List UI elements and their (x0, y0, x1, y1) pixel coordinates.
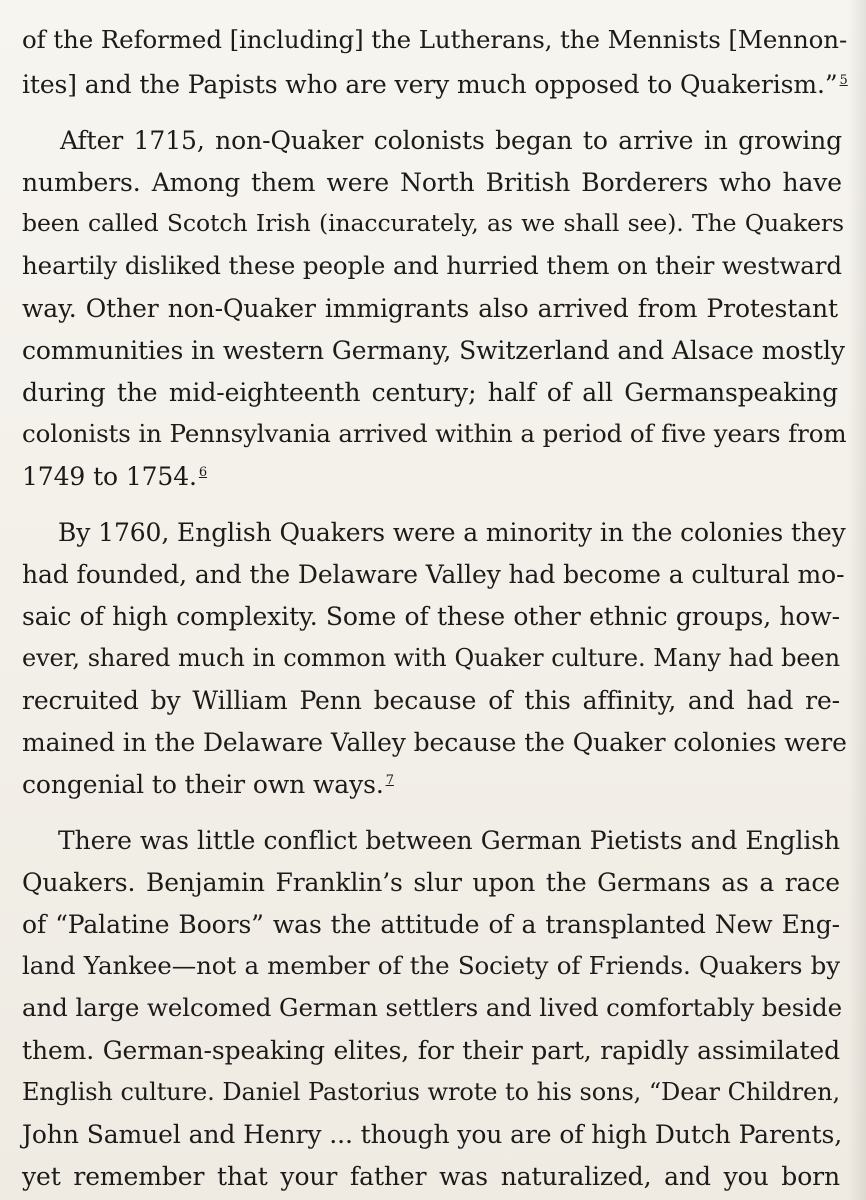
text-line: There was little conflict between German Pietists and English (58, 826, 840, 855)
text-line: yet remember that your father was naturalized, and you born (22, 1162, 840, 1191)
page-edge-shadow (848, 0, 866, 1200)
footnote-marker[interactable]: 7 (385, 772, 394, 788)
text-line: recruited by William Penn because of this affinity, and had re- (22, 686, 840, 715)
text-line: saic of high complexity. Some of these other ethnic groups, how- (22, 602, 840, 631)
text-line (22, 464, 207, 489)
text-line: ever, shared much in common with Quaker culture. Many had been (22, 644, 840, 672)
text-line (22, 72, 848, 97)
text-line: had founded, and the Delaware Valley had become a cultural mo- (22, 560, 845, 589)
text-line: of the Reformed [including] the Lutherans, the Mennists [Mennon- (22, 25, 848, 54)
text-line: numbers. Among them were North British Borderers who have (22, 168, 842, 197)
text-line-content: ites] and the Papists who are very much opposed to Quakerism.” (22, 70, 838, 99)
text-line: colonists in Pennsylvania arrived within a period of five years from (22, 419, 847, 448)
footnote-marker[interactable]: 5 (839, 72, 848, 88)
text-line: John Samuel and Henry ... though you are of high Dutch Parents, (22, 1120, 843, 1149)
text-line (22, 772, 394, 797)
text-line: them. German-speaking elites, for their part, rapidly assimilated (22, 1036, 840, 1065)
text-line: been called Scotch Irish (inaccurately, as we shall see). The Quakers (22, 209, 844, 237)
footnote-marker[interactable]: 6 (198, 464, 208, 480)
text-line: mained in the Delaware Valley because the Quaker colonies were (22, 728, 847, 757)
text-line: way. Other non-Quaker immigrants also arrived from Protestant (22, 294, 838, 323)
text-line-content: congenial to their own ways. (22, 770, 384, 799)
text-line: Quakers. Benjamin Franklin’s slur upon the Germans as a race (22, 868, 840, 897)
text-line: English culture. Daniel Pastorius wrote to his sons, “Dear Children, (22, 1078, 840, 1106)
text-line: communities in western Germany, Switzerland and Alsace mostly (22, 336, 845, 365)
text-line: land Yankee—not a member of the Society of Friends. Quakers by (22, 951, 840, 980)
text-line: heartily disliked these people and hurried them on their westward (22, 251, 842, 280)
text-line: and large welcomed German settlers and lived comfortably beside (22, 993, 842, 1022)
text-line: By 1760, English Quakers were a minority in the colonies they (58, 518, 846, 547)
text-line-content: 1749 to 1754. (22, 462, 197, 491)
text-line: of “Palatine Boors” was the attitude of a transplanted New Eng- (22, 910, 840, 939)
text-line: during the mid-eighteenth century; half of all Germanspeaking (22, 378, 838, 407)
text-line: After 1715, non-Quaker colonists began to arrive in growing (60, 126, 842, 155)
